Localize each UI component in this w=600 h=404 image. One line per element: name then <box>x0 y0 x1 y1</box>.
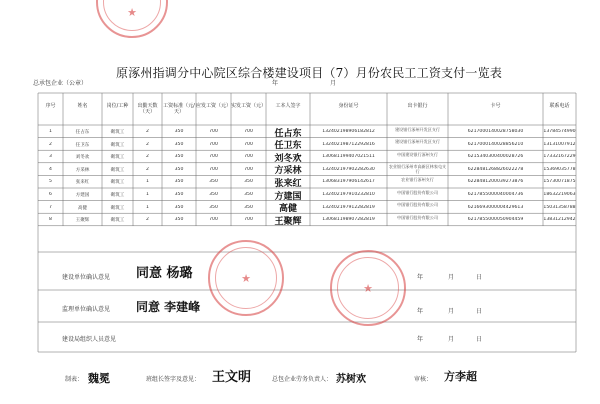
cell-bank: 中国建设银行涿州支行 <box>397 151 438 157</box>
cell-rate: 350 <box>174 141 184 147</box>
worker-signature: 王聚辉 <box>274 216 302 227</box>
cell-id: 130681199407021511 <box>322 154 375 160</box>
labor-manager-signature: 苏树欢 <box>336 374 366 385</box>
header-bank: 出卡银行 <box>407 103 428 109</box>
cell-no: 7 <box>49 204 52 210</box>
cell-days: 2 <box>146 217 149 223</box>
supervision-unit-seal: ★ <box>330 250 406 326</box>
cell-name: 高健 <box>77 205 88 211</box>
cell-no: 6 <box>49 192 52 197</box>
worker-signature: 张来红 <box>274 178 302 189</box>
cell-bank: 农业银行涿州市高新区林家屯支行 <box>388 164 447 175</box>
worker-signature: 刘冬欢 <box>274 153 302 164</box>
header-paid: 实发工资（元） <box>231 103 267 109</box>
cell-due: 700 <box>209 166 218 172</box>
cell-paid: 350 <box>244 179 253 185</box>
cell-id: 132402198712292816 <box>322 141 375 147</box>
header-rate: 工资标准（元/天） <box>163 103 195 115</box>
construction-confirm-label: 建设单位确认意见 <box>62 274 111 281</box>
cell-card: 6217855000050904459 <box>467 217 524 223</box>
header-sign: 工本人签字 <box>275 103 301 109</box>
cell-paid: 350 <box>244 192 253 197</box>
construction-confirm-signature: 同意 杨璐 <box>136 266 193 281</box>
cell-paid: 700 <box>244 141 253 147</box>
cell-rate: 350 <box>174 129 184 134</box>
cell-bank: 建设银行涿州开发区支行 <box>394 139 441 145</box>
cell-name: 方建国 <box>75 193 90 198</box>
cell-due: 700 <box>209 129 218 134</box>
cell-paid: 350 <box>244 204 253 210</box>
cell-phone: 15730071875 <box>543 179 576 185</box>
supervision-confirm-year: 年 <box>417 308 424 315</box>
cell-job: 砌筑工 <box>110 155 125 161</box>
cell-days: 2 <box>146 154 149 160</box>
cell-no: 3 <box>49 154 52 160</box>
cell-due: 350 <box>209 179 218 185</box>
cell-days: 2 <box>146 129 149 134</box>
reviewer-signature: 方李超 <box>444 370 477 383</box>
cell-bank: 中国银行股份有限公司 <box>397 202 438 208</box>
cell-paid: 700 <box>244 129 253 134</box>
supervision-confirm-month: 月 <box>448 308 455 315</box>
header-name: 姓名 <box>77 103 88 109</box>
cell-days: 2 <box>146 166 149 172</box>
cell-phone: 13131007912 <box>543 141 576 147</box>
team-leader-signature: 王文明 <box>212 370 252 385</box>
worker-signature: 方建国 <box>274 191 302 202</box>
cell-phone: 18632219063 <box>543 192 576 197</box>
cell-rate: 350 <box>174 204 184 210</box>
cell-phone: 13784574990 <box>543 129 576 134</box>
cell-phone: 15369035778 <box>543 166 576 172</box>
cell-id: 132402197910232810 <box>322 192 375 197</box>
team-leader-label: 班组长签字及意见： <box>146 376 201 383</box>
worker-signature: 方采林 <box>274 166 302 177</box>
cell-job: 砌筑工 <box>110 142 125 148</box>
cell-card: 6215340300400028726 <box>467 154 524 160</box>
cell-name: 任卫东 <box>75 142 90 148</box>
cell-due: 700 <box>209 154 218 160</box>
worker-signature: 任占东 <box>274 128 302 139</box>
cell-paid: 700 <box>244 217 253 223</box>
cell-no: 4 <box>49 166 52 172</box>
reviewer-label: 审核： <box>414 376 433 383</box>
cell-job: 砌筑工 <box>110 218 125 224</box>
cell-no: 2 <box>49 141 52 147</box>
supervision-confirm-day: 日 <box>476 308 483 315</box>
cell-phone: 13831212942 <box>543 217 576 223</box>
cell-card: 6228481200039273876 <box>467 179 524 185</box>
labor-manager-label: 总包企业劳务负责人： <box>272 376 333 383</box>
worker-signature: 任卫东 <box>274 141 302 152</box>
supervision-confirm-signature: 同意 李建峰 <box>136 300 201 314</box>
cell-id: 132402198906182812 <box>322 129 375 134</box>
cell-job: 砌筑工 <box>110 205 125 211</box>
cell-name: 方采林 <box>75 167 90 173</box>
cell-due: 700 <box>209 141 218 147</box>
cell-days: 1 <box>146 192 149 197</box>
cell-days: 1 <box>146 204 149 210</box>
cell-paid: 700 <box>244 166 253 172</box>
construction-confirm-day: 日 <box>476 274 483 281</box>
cell-name: 任占东 <box>75 130 90 135</box>
maker-label: 制表： <box>65 376 84 383</box>
supervision-confirm-label: 监理单位确认意见 <box>62 306 111 313</box>
cell-name: 张来红 <box>75 180 90 186</box>
cell-phone: 15031358788 <box>543 204 576 210</box>
cell-job: 砌筑工 <box>110 167 125 173</box>
construction-confirm-year: 年 <box>417 274 424 281</box>
general-confirm-year: 年 <box>417 336 424 343</box>
header-card: 卡号 <box>490 103 501 109</box>
top-company-seal: ★ <box>96 0 168 38</box>
general-confirm-label: 建设局组织人员意见 <box>62 336 117 343</box>
cell-rate: 350 <box>174 166 184 172</box>
header-id: 身份证号 <box>338 103 359 109</box>
cell-bank: 中国银行股份有限公司 <box>397 189 438 195</box>
header-seq: 序号 <box>45 103 56 109</box>
maker-signature: 魏冕 <box>88 372 110 385</box>
cell-job: 砌筑工 <box>110 130 125 135</box>
cell-phone: 17332167229 <box>543 154 576 160</box>
cell-rate: 350 <box>174 192 184 197</box>
cell-rate: 350 <box>174 179 184 185</box>
contractor-month: 月 <box>330 80 337 87</box>
cell-bank: 建设银行涿州开发区支行 <box>394 126 441 132</box>
cell-bank: 中国银行股份有限公司 <box>397 214 438 220</box>
worker-signature: 高健 <box>278 204 297 215</box>
cell-job: 砌筑工 <box>110 180 125 186</box>
cell-card: 6217000140028856210 <box>467 141 524 147</box>
cell-name: 王聚辉 <box>75 218 90 224</box>
cell-days: 1 <box>146 179 149 185</box>
construction-unit-seal: ★ <box>208 240 284 316</box>
cell-id: 132402197912282819 <box>322 204 375 210</box>
contractor-label: 总承包企业（公章） <box>33 80 88 87</box>
cell-due: 350 <box>209 204 218 210</box>
cell-card: 6228481268826022278 <box>467 166 524 172</box>
general-confirm-day: 日 <box>476 336 483 343</box>
cell-no: 8 <box>49 217 52 223</box>
cell-due: 350 <box>209 192 218 197</box>
page-title: 原涿州指调分中心院区综合楼建设项目（7）月份农民工工资支付一览表 <box>116 66 503 80</box>
cell-no: 1 <box>49 129 52 134</box>
cell-days: 2 <box>146 141 149 147</box>
cell-card: 6217855000040004736 <box>467 192 524 197</box>
cell-name: 刘冬欢 <box>75 155 90 161</box>
header-days: 出勤天数（天） <box>137 103 158 115</box>
cell-no: 5 <box>49 179 52 185</box>
cell-id: 132402197902282630 <box>322 166 375 172</box>
cell-card: 6217000140028758030 <box>467 129 524 134</box>
cell-job: 砌筑工 <box>110 193 125 198</box>
header-phone: 联系电话 <box>549 103 570 109</box>
cell-due: 700 <box>209 217 218 223</box>
cell-id: 130681198907282819 <box>322 217 375 223</box>
construction-confirm-month: 月 <box>448 274 455 281</box>
cell-id: 130683197906142617 <box>322 179 375 185</box>
cell-paid: 700 <box>244 154 253 160</box>
contractor-year: 年 <box>272 80 279 87</box>
cell-rate: 350 <box>174 217 184 223</box>
header-job: 岗位/工种 <box>106 103 129 109</box>
cell-bank: 农业银行涿州支行 <box>401 176 434 182</box>
general-confirm-month: 月 <box>448 336 455 343</box>
header-due: 应发工资（元） <box>196 103 232 109</box>
cell-rate: 350 <box>174 154 184 160</box>
cell-card: 6216693000004429613 <box>467 204 524 210</box>
